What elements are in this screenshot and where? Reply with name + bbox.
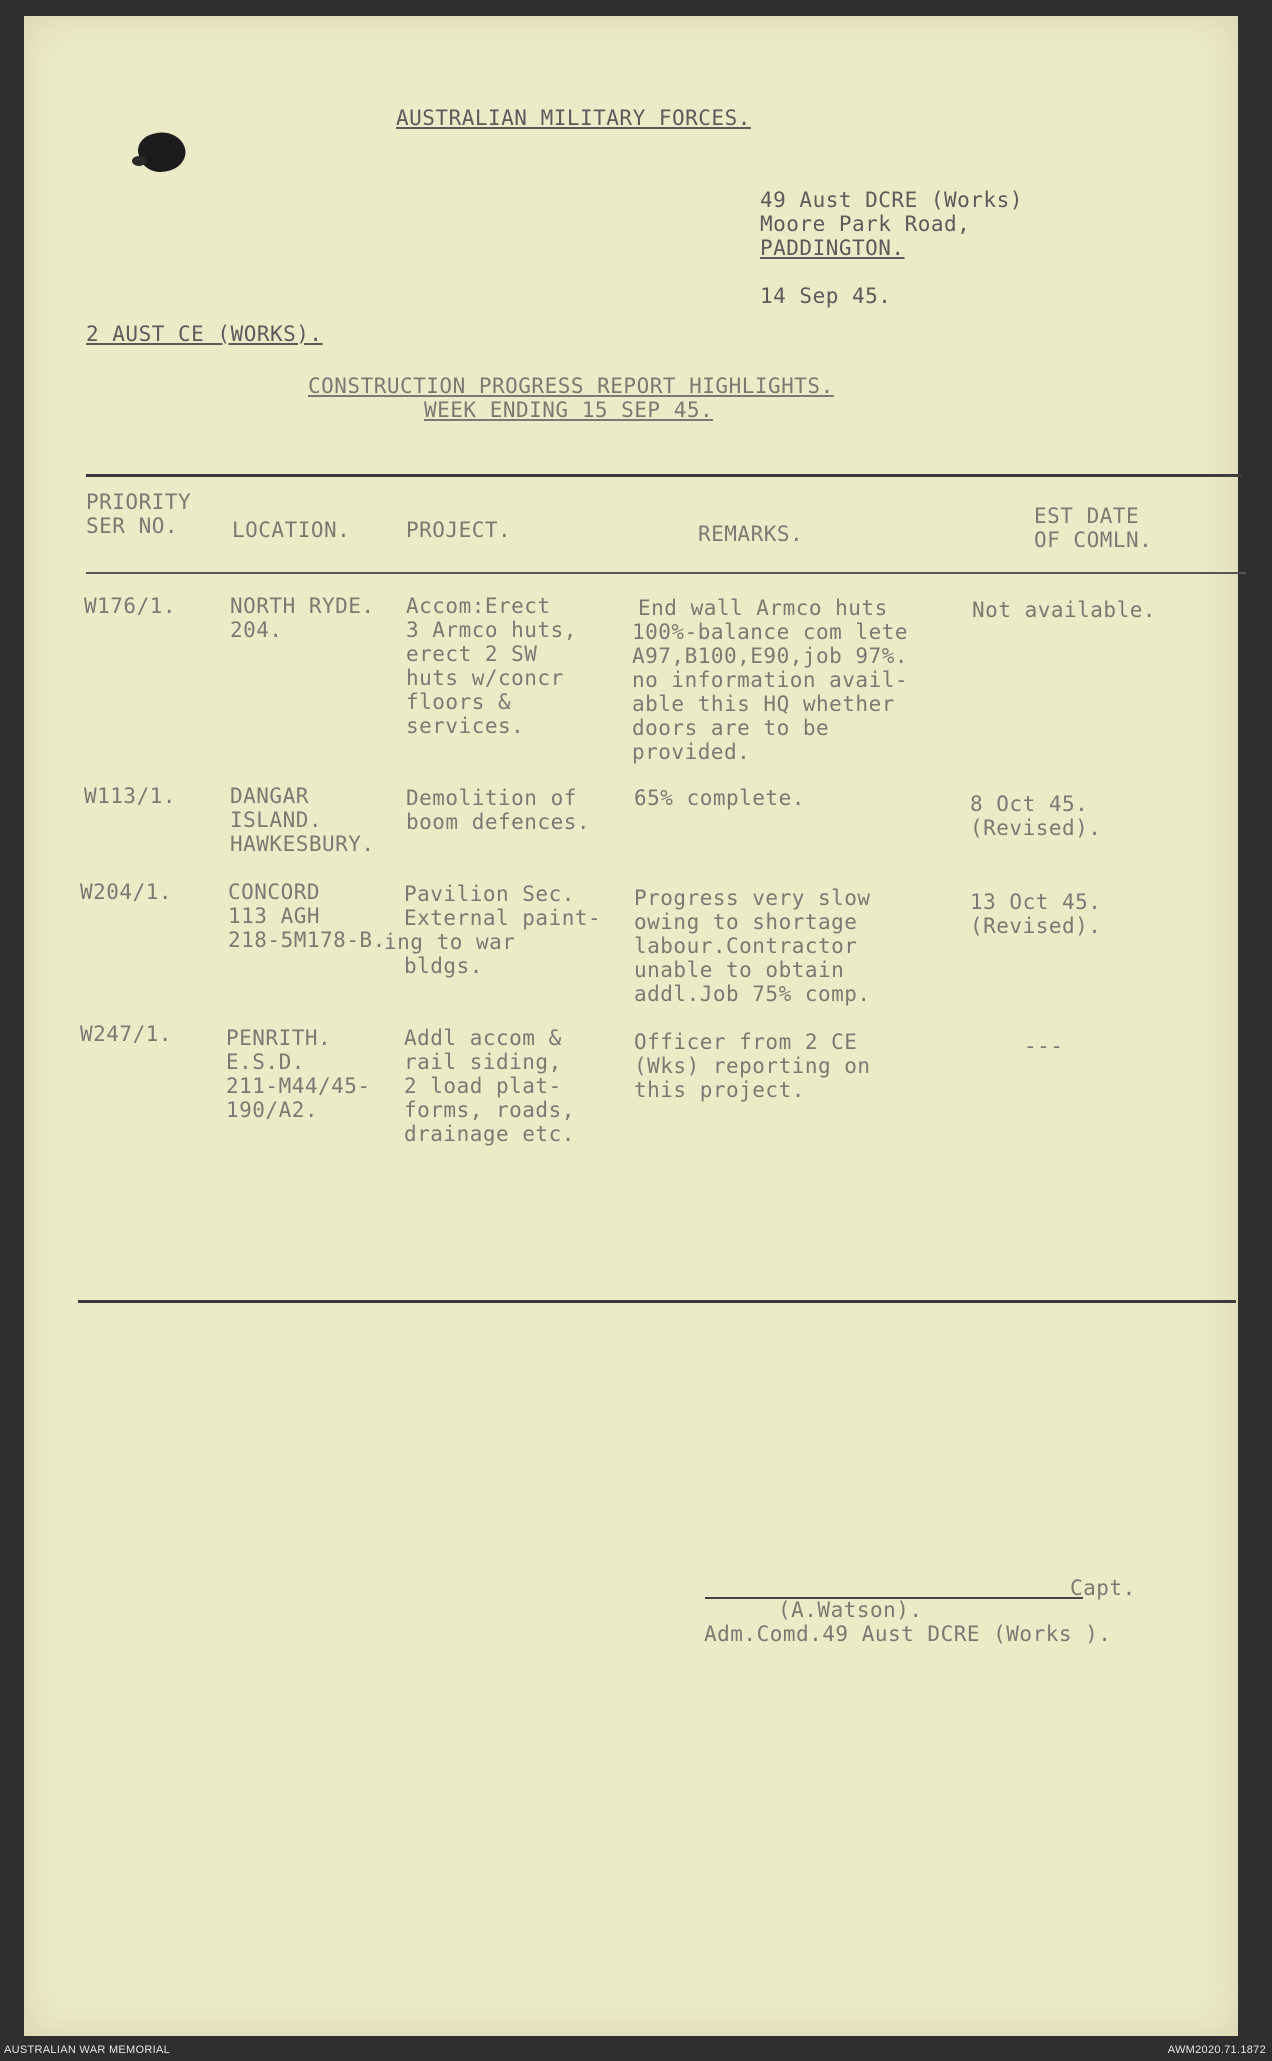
row2-location-3: HAWKESBURY. (230, 832, 375, 856)
sender-address-line-1: 49 Aust DCRE (Works) (760, 188, 1023, 212)
document-title: AUSTRALIAN MILITARY FORCES. (396, 106, 751, 130)
row3-remarks-5: addl.Job 75% comp. (634, 982, 871, 1006)
ink-stain (134, 126, 190, 178)
row4-project-5: drainage etc. (404, 1122, 575, 1146)
document-page (24, 16, 1238, 2036)
row3-location-1: CONCORD (228, 880, 321, 904)
row4-remarks-3: this project. (634, 1078, 805, 1102)
row2-location-2: ISLAND. (230, 808, 323, 832)
sender-address-line-3: PADDINGTON. (760, 236, 905, 260)
row4-location-1: PENRITH. (226, 1026, 332, 1050)
row2-date-2: (Revised). (970, 816, 1102, 840)
row4-project-2: rail siding, (404, 1050, 562, 1074)
row3-project-1: Pavilion Sec. (404, 882, 575, 906)
ink-stain-small (132, 156, 146, 166)
row3-location-2: 113 AGH (228, 904, 321, 928)
row4-project-4: forms, roads, (404, 1098, 575, 1122)
row3-date-2: (Revised). (970, 914, 1102, 938)
row2-date-1: 8 Oct 45. (970, 792, 1089, 816)
header-project: PROJECT. (406, 518, 512, 542)
recipient: 2 AUST CE (WORKS). (86, 322, 323, 346)
row1-location-1: NORTH RYDE. (230, 594, 375, 618)
row3-remarks-1: Progress very slow (634, 886, 871, 910)
row1-project-2: 3 Armco huts, (406, 618, 577, 642)
row3-project-3: ing to war (384, 930, 516, 954)
report-subtitle: WEEK ENDING 15 SEP 45. (424, 398, 714, 422)
row3-project-2: External paint- (404, 906, 602, 930)
report-title: CONSTRUCTION PROGRESS REPORT HIGHLIGHTS. (308, 374, 834, 398)
row4-remarks-2: (Wks) reporting on (634, 1054, 871, 1078)
row3-location-3: 218-5M178-B. (228, 928, 386, 952)
row4-date: --- (1024, 1034, 1064, 1058)
archive-reference: AWM2020.71.1872 (1167, 2044, 1266, 2056)
row4-project-1: Addl accom & (404, 1026, 562, 1050)
row1-remarks-1: End wall Armco huts (638, 596, 888, 620)
row3-remarks-2: owing to shortage (634, 910, 858, 934)
row2-project-2: boom defences. (406, 810, 591, 834)
header-priority-2: SER NO. (86, 514, 179, 538)
row3-ser: W204/1. (80, 880, 173, 904)
row2-project-1: Demolition of (406, 786, 577, 810)
row1-location-2: 204. (230, 618, 283, 642)
header-est-date-2: OF COMLN. (1034, 528, 1153, 552)
row1-project-3: erect 2 SW (406, 642, 538, 666)
row2-location-1: DANGAR (230, 784, 309, 808)
row1-remarks-4: no information avail- (632, 668, 909, 692)
letter-date: 14 Sep 45. (760, 284, 892, 308)
row1-date: Not available. (972, 598, 1157, 622)
table-bottom-rule (78, 1300, 1236, 1303)
signature-rank: Capt. (1070, 1576, 1136, 1600)
row1-remarks-6: doors are to be (632, 716, 830, 740)
row1-project-5: floors & (406, 690, 512, 714)
header-remarks: REMARKS. (698, 522, 804, 546)
sender-address-line-2: Moore Park Road, (760, 212, 971, 236)
row4-project-3: 2 load plat- (404, 1074, 562, 1098)
table-header-rule (86, 572, 1246, 574)
row1-project-6: services. (406, 714, 525, 738)
row3-remarks-3: labour.Contractor (634, 934, 858, 958)
header-priority-1: PRIORITY (86, 490, 192, 514)
row4-location-3: 211-M44/45- (226, 1074, 371, 1098)
row4-remarks-1: Officer from 2 CE (634, 1030, 858, 1054)
row1-remarks-7: provided. (632, 740, 751, 764)
row1-project-1: Accom:Erect (406, 594, 551, 618)
archive-credit: AUSTRALIAN WAR MEMORIAL (4, 2044, 171, 2056)
row4-location-2: E.S.D. (226, 1050, 305, 1074)
row1-ser: W176/1. (84, 594, 177, 618)
row1-project-4: huts w/concr (406, 666, 564, 690)
signature-name: (A.Watson). (778, 1598, 923, 1622)
row3-project-4: bldgs. (404, 954, 483, 978)
signature-position: Adm.Comd.49 Aust DCRE (Works ). (704, 1622, 1112, 1646)
row4-ser: W247/1. (80, 1022, 173, 1046)
row1-remarks-5: able this HQ whether (632, 692, 895, 716)
row4-location-4: 190/A2. (226, 1098, 319, 1122)
row1-remarks-2: 100%-balance com lete (632, 620, 909, 644)
row2-ser: W113/1. (84, 784, 177, 808)
header-location: LOCATION. (232, 518, 351, 542)
row1-remarks-3: A97,B100,E90,job 97%. (632, 644, 909, 668)
row2-remarks-1: 65% complete. (634, 786, 805, 810)
table-top-rule (86, 474, 1242, 477)
row3-date-1: 13 Oct 45. (970, 890, 1102, 914)
row3-remarks-4: unable to obtain (634, 958, 845, 982)
header-est-date-1: EST DATE (1034, 504, 1140, 528)
